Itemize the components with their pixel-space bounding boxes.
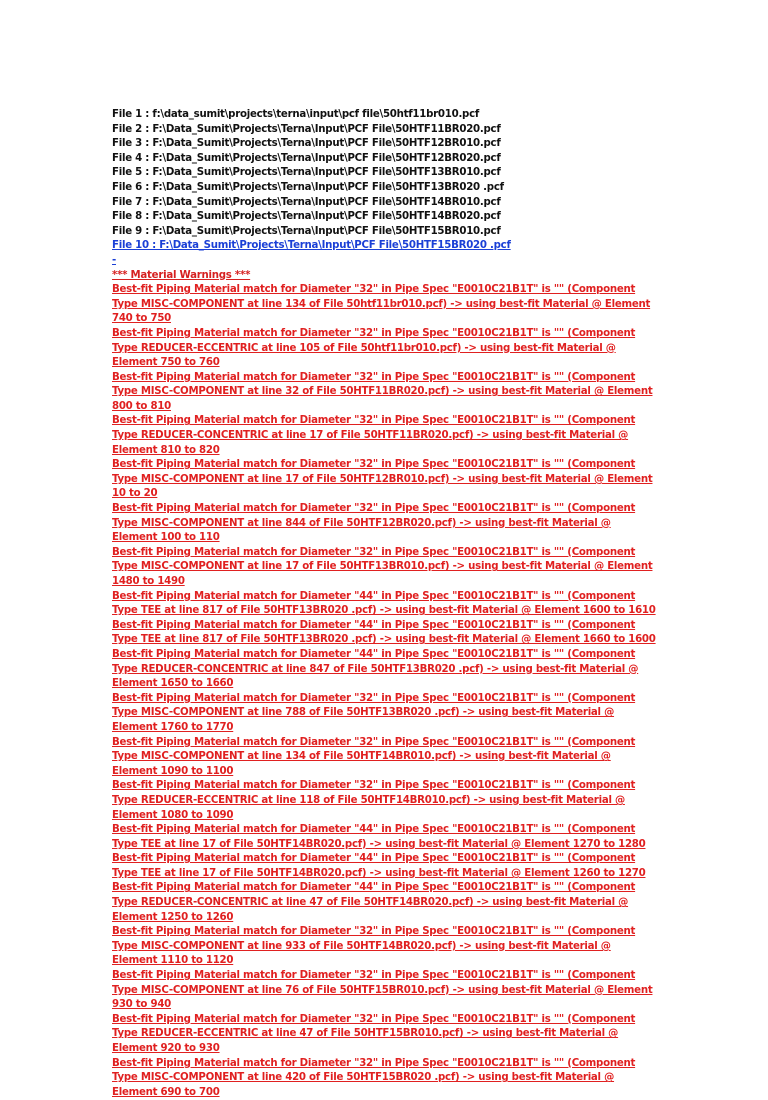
warning-item[interactable]: Best-fit Piping Material match for Diameter "32" in Pipe Spec "E0010C21B1T" is "" (Component Type MISC-COMPONENT at line 76 of File 50HTF15BR010.pcf) -> using best-fit Material @ Element 930 to 940: [112, 970, 653, 1011]
warning-item[interactable]: Best-fit Piping Material match for Diameter "32" in Pipe Spec "E0010C21B1T" is "" (Component Type MISC-COMPONENT at line 134 of File 50HTF14BR010.pcf) -> using best-fit Material @ Element 1090 to 1100: [112, 736, 636, 777]
warning-item[interactable]: Best-fit Piping Material match for Diameter "32" in Pipe Spec "E0010C21B1T" is "" (Component Type MISC-COMPONENT at line 844 of File 50HTF12BR020.pcf) -> using best-fit Material @ Element 100 to 110: [112, 503, 636, 544]
warning-item[interactable]: Best-fit Piping Material match for Diameter "44" in Pipe Spec "E0010C21B1T" is "" (Component Type TEE at line 17 of File 50HTF14BR020.pcf) -> using best-fit Material @ Element 1270 to 1280: [112, 824, 646, 850]
file-line-7: File 7 : F:\Data_Sumit\Projects\Terna\Input\PCF File\50HTF14BR010.pcf: [112, 196, 501, 208]
dash-link[interactable]: -: [112, 254, 116, 266]
warning-item[interactable]: Best-fit Piping Material match for Diameter "32" in Pipe Spec "E0010C21B1T" is "" (Component Type MISC-COMPONENT at line 17 of File 50HTF12BR010.pcf) -> using best-fit Material @ Element 10 to 20: [112, 459, 653, 500]
warning-item[interactable]: Best-fit Piping Material match for Diameter "32" in Pipe Spec "E0010C21B1T" is "" (Component Type REDUCER-ECCENTRIC at line 118 of File 50HTF14BR010.pcf) -> using best-fit Material @ Element 1080 to 1090: [112, 780, 636, 821]
warning-item[interactable]: Best-fit Piping Material match for Diameter "44" in Pipe Spec "E0010C21B1T" is "" (Component Type REDUCER-CONCENTRIC at line 847 of File 50HTF13BR020 .pcf) -> using best-fit Material @ Element 1650 to 1660: [112, 648, 639, 690]
file-line-8: File 8 : F:\Data_Sumit\Projects\Terna\Input\PCF File\50HTF14BR020.pcf: [112, 211, 501, 223]
file-line-9: File 9 : F:\Data_Sumit\Projects\Terna\Input\PCF File\50HTF15BR010.pcf: [112, 225, 501, 237]
file-line-4: File 4 : F:\Data_Sumit\Projects\Terna\Input\PCF File\50HTF12BR020.pcf: [112, 152, 501, 164]
file-line-3: File 3 : F:\Data_Sumit\Projects\Terna\Input\PCF File\50HTF12BR010.pcf: [112, 138, 501, 150]
file-list: [112, 108, 656, 254]
warning-item[interactable]: Best-fit Piping Material match for Diameter "32" in Pipe Spec "E0010C21B1T" is "" (Component Type REDUCER-ECCENTRIC at line 47 of File 50HTF15BR010.pcf) -> using best-fit Material @ Element 920 to 930: [112, 1013, 636, 1054]
material-warnings-header[interactable]: *** Material Warnings ***: [112, 269, 251, 281]
file-line-6: File 6 : F:\Data_Sumit\Projects\Terna\Input\PCF File\50HTF13BR020 .pcf: [112, 181, 504, 193]
warning-item[interactable]: Best-fit Piping Material match for Diameter "32" in Pipe Spec "E0010C21B1T" is "" (Component Type REDUCER-ECCENTRIC at line 105 of File 50htf11br010.pcf) -> using best-fit Material @ Element 750 to 760: [112, 327, 636, 369]
warning-item[interactable]: Best-fit Piping Material match for Diameter "32" in Pipe Spec "E0010C21B1T" is "" (Component Type MISC-COMPONENT at line 17 of File 50HTF13BR010.pcf) -> using best-fit Material @ Element 1480 to 1490: [112, 546, 653, 587]
warnings-list: [112, 283, 656, 1100]
file-line-2: File 2 : F:\Data_Sumit\Projects\Terna\Input\PCF File\50HTF11BR020.pcf: [112, 123, 501, 135]
warning-item[interactable]: Best-fit Piping Material match for Diameter "44" in Pipe Spec "E0010C21B1T" is "" (Component Type REDUCER-CONCENTRIC at line 47 of File 50HTF14BR020.pcf) -> using best-fit Material @ Element 1250 to 1260: [112, 882, 636, 923]
warning-item[interactable]: Best-fit Piping Material match for Diameter "32" in Pipe Spec "E0010C21B1T" is "" (Component Type MISC-COMPONENT at line 32 of File 50HTF11BR020.pcf) -> using best-fit Material @ Element 800 to 810: [112, 371, 653, 412]
warning-item[interactable]: Best-fit Piping Material match for Diameter "32" in Pipe Spec "E0010C21B1T" is "" (Component Type MISC-COMPONENT at line 788 of File 50HTF13BR020 .pcf) -> using best-fit Material @ Element 1760 to 1770: [112, 692, 636, 733]
warning-item[interactable]: Best-fit Piping Material match for Diameter "44" in Pipe Spec "E0010C21B1T" is "" (Component Type TEE at line 817 of File 50HTF13BR020 .pcf) -> using best-fit Material @ Element 1600 to 1610: [112, 590, 656, 617]
warning-item[interactable]: Best-fit Piping Material match for Diameter "44" in Pipe Spec "E0010C21B1T" is "" (Component Type TEE at line 817 of File 50HTF13BR020 .pcf) -> using best-fit Material @ Element 1660 to 1600: [112, 619, 656, 646]
file-line-10-link[interactable]: File 10 : F:\Data_Sumit\Projects\Terna\Input\PCF File\50HTF15BR020 .pcf: [112, 240, 511, 252]
warning-item[interactable]: Best-fit Piping Material match for Diameter "44" in Pipe Spec "E0010C21B1T" is "" (Component Type TEE at line 17 of File 50HTF14BR020.pcf) -> using best-fit Material @ Element 1260 to 1270: [112, 853, 646, 879]
warning-item[interactable]: Best-fit Piping Material match for Diameter "32" in Pipe Spec "E0010C21B1T" is "" (Component Type MISC-COMPONENT at line 933 of File 50HTF14BR020.pcf) -> using best-fit Material @ Element 1110 to 1120: [112, 926, 636, 967]
file-line-1: File 1 : f:\data_sumit\projects\terna\input\pcf file\50htf11br010.pcf: [112, 109, 480, 120]
warning-item[interactable]: Best-fit Piping Material match for Diameter "32" in Pipe Spec "E0010C21B1T" is "" (Component Type MISC-COMPONENT at line 420 of File 50HTF15BR020 .pcf) -> using best-fit Material @ Element 690 to 700: [112, 1057, 636, 1098]
warning-item[interactable]: Best-fit Piping Material match for Diameter "32" in Pipe Spec "E0010C21B1T" is "" (Component Type MISC-COMPONENT at line 134 of File 50htf11br010.pcf) -> using best-fit Material @ Element 740 to 750: [112, 284, 651, 325]
warning-item[interactable]: Best-fit Piping Material match for Diameter "32" in Pipe Spec "E0010C21B1T" is "" (Component Type REDUCER-CONCENTRIC at line 17 of File 50HTF11BR020.pcf) -> using best-fit Material @ Element 810 to 820: [112, 415, 636, 456]
document-page: [112, 108, 656, 1100]
file-line-5: File 5 : F:\Data_Sumit\Projects\Terna\Input\PCF File\50HTF13BR010.pcf: [112, 167, 501, 179]
